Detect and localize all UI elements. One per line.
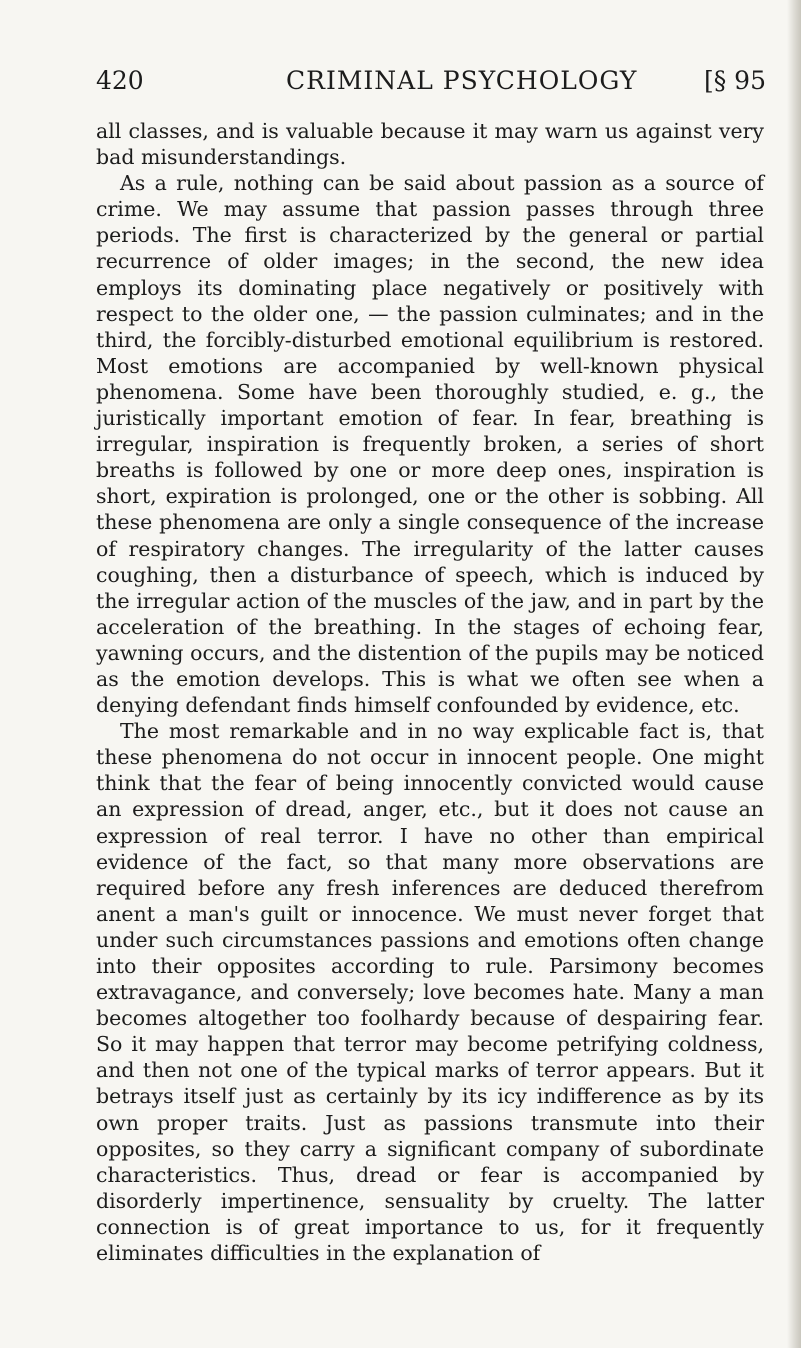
paragraph-innocent-people: The most remarkable and in no way explicable fact is, that these phenomena do not occur in innocent people. One might think that the fear of being innocently convicted would cause an expression of dread, anger, etc., but it does not cause an expression of real terror. I have no other than empirical evidence of the fact, so that many more observations are required before any fresh inferences are deduced therefrom anent a man's guilt or innocence. We must never forget that under such circumstances passions and emotions often change into their opposites according to rule. Parsimony becomes extravagance, and conversely; love becomes hate. Many a man becomes altogether too foolhardy because of despairing fear. So it may happen that terror may become petrifying coldness, and then not one of the typical marks of terror appears. But it betrays itself just as certainly by its icy indifference as by its own proper traits. Just as passions transmute into their opposites, so they carry a significant company of subordinate characteristics. Thus, dread or fear is accompanied by disorderly impertinence, sensuality by cruelty. The latter connection is of great importance to us, for it frequently eliminates difficulties in the explanation of (96, 719, 764, 1266)
running-header (96, 66, 766, 102)
section-reference: [§ 95 (703, 66, 766, 95)
paragraph-passion-periods: As a rule, nothing can be said about passion as a source of crime. We may assume that passion passes through three periods. The first is characterized by the general or partial recurrence of older images; in the second, the new idea employs its dominating place negatively or positively with respect to the older one, — the passion culminates; and in the third, the forcibly-disturbed emotional equilibrium is restored. Most emotions are accompanied by well-known physical phenomena. Some have been thoroughly studied, e. g., the juristically important emotion of fear. In fear, breathing is irregular, inspiration is frequently broken, a series of short breaths is followed by one or more deep ones, inspiration is short, expiration is prolonged, one or the other is sobbing. All these phenomena are only a single consequence of the increase of respiratory changes. The irregularity of the latter causes coughing, then a disturbance of speech, which is induced by the irregular action of the muscles of the jaw, and in part by the acceleration of the breathing. In the stages of echoing fear, yawning occurs, and the distention of the pupils may be noticed as the emotion develops. This is what we often see when a denying defendant finds himself confounded by evidence, etc. (96, 171, 764, 718)
page-body (96, 118, 764, 1266)
paragraph-continuation: all classes, and is valuable because it may warn us against very bad misunderstandings. (96, 119, 764, 170)
running-title: CRIMINAL PSYCHOLOGY (286, 66, 638, 95)
page-edge-shadow (787, 0, 801, 1348)
page-number: 420 (96, 66, 144, 95)
